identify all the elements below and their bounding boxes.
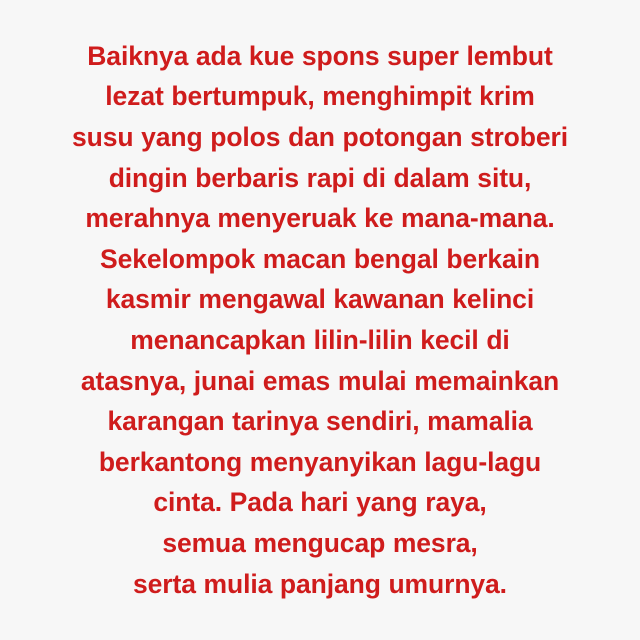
poem-line: berkantong menyanyikan lagu-lagu xyxy=(98,446,542,477)
poem-line: karangan tarinya sendiri, mamalia xyxy=(107,406,533,437)
poem-line: susu yang polos dan potongan stroberi xyxy=(72,122,568,153)
poem-line: merahnya menyeruak ke mana-mana. xyxy=(85,203,555,234)
poem-line: dingin berbaris rapi di dalam situ, xyxy=(108,162,532,193)
poem-line: kasmir mengawal kawanan kelinci xyxy=(105,284,535,315)
poem-line: atasnya, junai emas mulai memainkan xyxy=(80,365,560,396)
poem-text-block xyxy=(18,36,622,604)
poem-line: lezat bertumpuk, menghimpit krim xyxy=(105,81,535,112)
poem-line: cinta. Pada hari yang raya, xyxy=(153,487,487,518)
poem-line: Sekelompok macan bengal berkain xyxy=(100,243,540,274)
poem-line: semua mengucap mesra, xyxy=(162,527,478,558)
poem-line: menancapkan lilin-lilin kecil di xyxy=(130,325,510,355)
poem-line: Baiknya ada kue spons super lembut xyxy=(87,40,553,71)
poem-line: serta mulia panjang umurnya. xyxy=(133,568,507,599)
